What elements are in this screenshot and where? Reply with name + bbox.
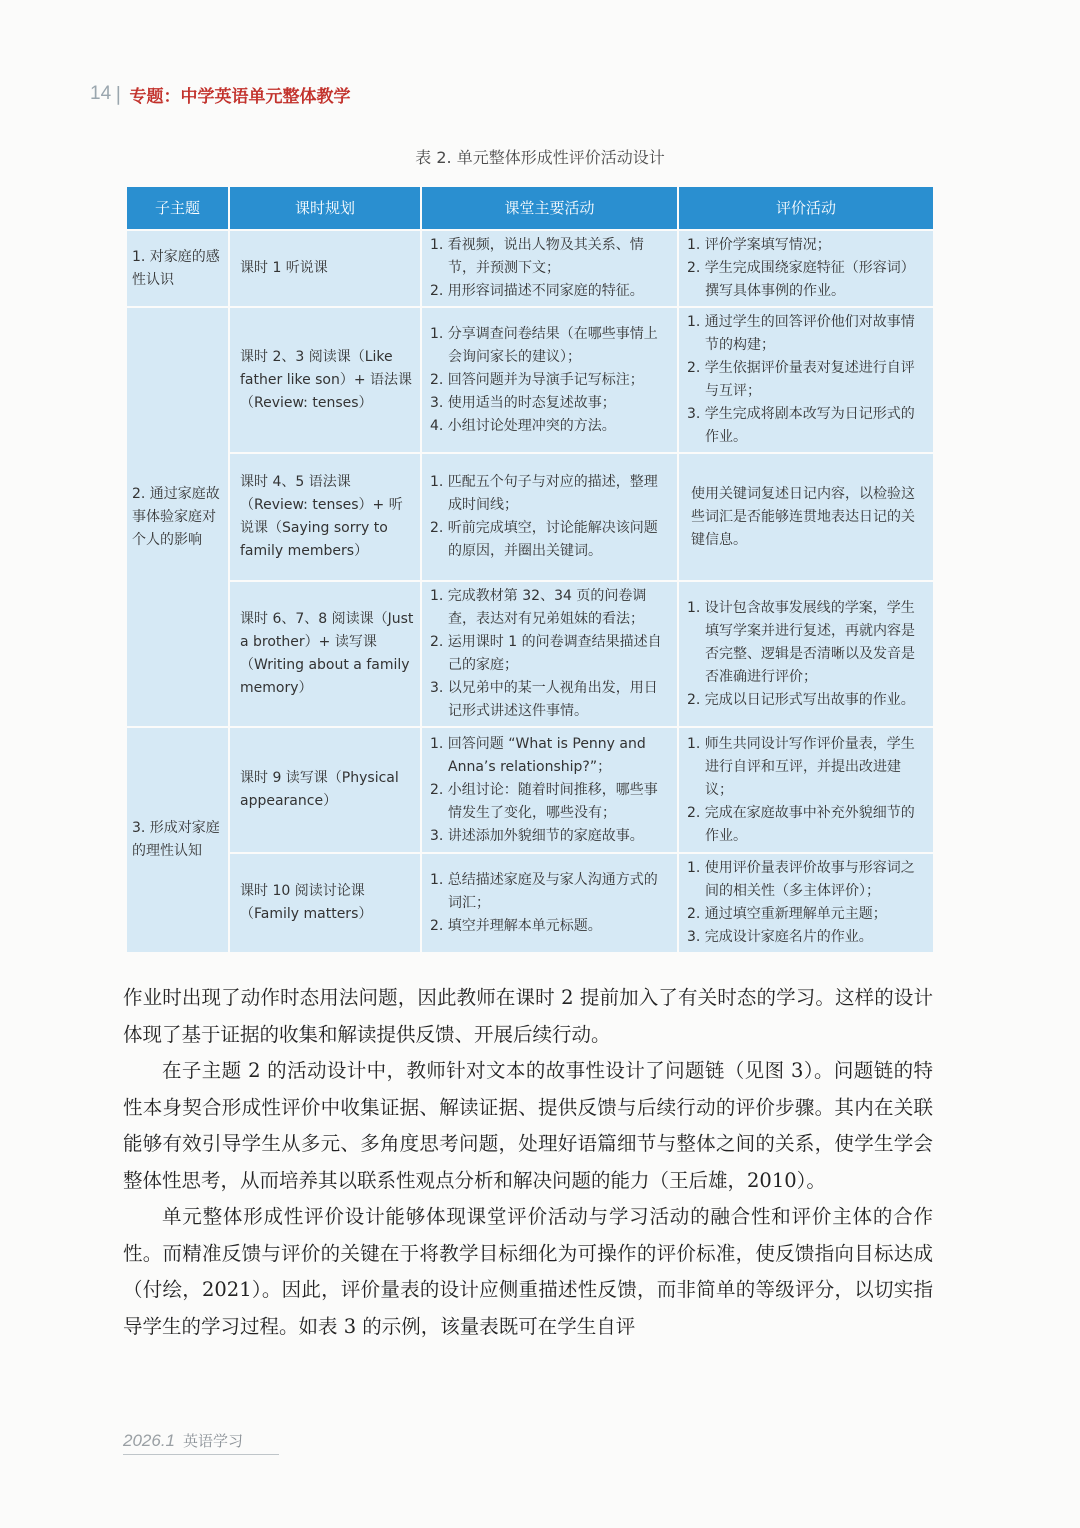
evaluation-item: 2. 完成在家庭故事中补充外貌细节的作业。 [687,804,915,844]
activities-cell [421,453,678,581]
activity-item: 3. 使用适当的时态复述故事； [430,394,616,411]
header-separator: | [115,83,122,105]
evaluation-item: 2. 学生依据评价量表对复述进行自评与互评； [687,360,915,399]
activity-item: 1. 完成教材第 32、34 页的问卷调查，表达对有兄弟姐妹的看法； [430,588,647,627]
evaluation-item: 1. 使用评价量表评价故事与形容词之间的相关性（多主体评价）； [687,860,915,899]
paragraph: 单元整体形成性评价设计能够体现课堂评价活动与学习活动的融合性和评价主体的合作性。而精准反馈与评价的关键在于将教学目标细化为可操作的评价标准，使反馈指向目标达成（付绘，2021）。因此，评价量表的设计应侧重描述性反馈，而非简单的等级评分，以切实指导学生的学习过程。如表 3 的示例，该量表既可在学生自评 [123,1205,933,1338]
evaluation-item: 1. 设计包含故事发展线的学案，学生填写学案并进行复述，再就内容是否完整、逻辑是否清晰以及发音是否准确进行评价； [687,599,915,685]
column-header-evaluation: 评价活动 [678,186,934,230]
evaluation-cell [678,453,934,581]
lesson-cell: 课时 1 听说课 [229,230,421,307]
page-footer [123,1430,279,1455]
column-header-lesson-plan: 课时规划 [229,186,421,230]
lesson-cell: 课时 6、7、8 阅读课（Just a brother）+ 读写课（Writing about a family memory） [229,581,421,727]
evaluation-item: 2. 学生完成围绕家庭特征（形容词）撰写具体事例的作业。 [687,260,915,299]
evaluation-design-table [125,185,935,954]
activity-item: 2. 用形容词描述不同家庭的特征。 [430,283,644,299]
activity-item: 3. 以兄弟中的某一人视角出发，用日记形式讲述这件事情。 [430,680,658,719]
activity-item: 1. 看视频，说出人物及其关系、情节，并预测下文； [430,237,644,276]
activities-cell [421,853,678,953]
activity-item: 2. 回答问题并为导演手记写标注； [430,371,644,388]
activity-item: 1. 回答问题 “What is Penny and Anna’s relationship?”； [430,735,646,775]
activities-cell [421,581,678,727]
evaluation-item: 2. 通过填空重新理解单元主题； [687,906,887,922]
evaluation-item: 1. 师生共同设计写作评价量表，学生进行自评和互评，并提出改进建议； [687,735,915,798]
column-header-subtopic: 子主题 [126,186,229,230]
table-row [126,581,934,727]
activity-item: 3. 讲述添加外貌细节的家庭故事。 [430,827,644,844]
lesson-cell: 课时 2、3 阅读课（Like father like son）+ 语法课（Review: tenses） [229,307,421,453]
activity-item: 1. 总结描述家庭及与家人沟通方式的词汇； [430,871,658,911]
table-caption: 表 2. 单元整体形成性评价活动设计 [415,148,665,167]
subtopic-cell: 2. 通过家庭故事体验家庭对个人的影响 [126,307,229,727]
table-row [126,230,934,307]
evaluation-cell [678,727,934,853]
evaluation-cell [678,581,934,727]
page-number: 14 [90,83,112,104]
journal-name: 英语学习 [183,1432,244,1450]
activity-item: 2. 小组讨论：随着时间推移，哪些事情发生了变化，哪些没有； [430,781,658,821]
article-body [123,980,933,1345]
evaluation-item: 3. 学生完成将剧本改写为日记形式的作业。 [687,406,915,445]
activities-cell [421,307,678,453]
activity-item: 1. 分享调查问卷结果（在哪些事情上会询问家长的建议）； [430,325,658,365]
table-header-row [126,186,934,230]
evaluation-cell [678,307,934,453]
section-title: 专题：中学英语单元整体教学 [129,86,351,107]
activity-item: 2. 听前完成填空，讨论能解决该问题的原因，并圈出关键词。 [430,520,658,559]
paragraph: 在子主题 2 的活动设计中，教师针对文本的故事性设计了问题链（见图 3）。问题链的特性本身契合形成性评价中收集证据、解读证据、提供反馈与后续行动的评价步骤。其内在关联能够有效引导学生从多元、多角度思考问题，处理好语篇细节与整体之间的关系，使学生学会整体性思考，从而培养其以联系性观点分析和解决问题的能力（王后雄，2010）。 [123,1059,933,1192]
activity-item: 2. 填空并理解本单元标题。 [430,917,602,934]
evaluation-item: 1. 评价学案填写情况； [687,237,831,253]
page-header [90,80,351,108]
subtopic-cell: 1. 对家庭的感性认识 [126,230,229,307]
table-row [126,727,934,853]
issue-number: 2026.1 [123,1431,175,1450]
table-row [126,453,934,581]
evaluation-cell [678,853,934,953]
column-header-main-activities: 课堂主要活动 [421,186,678,230]
activity-item: 4. 小组讨论处理冲突的方法。 [430,417,616,434]
evaluation-item: 2. 完成以日记形式写出故事的作业。 [687,691,915,708]
activity-item: 1. 匹配五个句子与对应的描述，整理成时间线； [430,474,658,513]
lesson-cell: 课时 10 阅读讨论课（Family matters） [229,853,421,953]
paragraph: 作业时出现了动作时态用法问题，因此教师在课时 2 提前加入了有关时态的学习。这样的设计体现了基于证据的收集和解读提供反馈、开展后续行动。 [123,986,933,1046]
activities-cell [421,230,678,307]
lesson-cell: 课时 4、5 语法课（Review: tenses）+ 听说课（Saying sorry to family members） [229,453,421,581]
evaluation-item: 1. 通过学生的回答评价他们对故事情节的构建； [687,314,915,353]
evaluation-cell [678,230,934,307]
table-row [126,853,934,953]
activity-item: 2. 运用课时 1 的问卷调查结果描述自己的家庭； [430,634,662,673]
evaluation-item: 3. 完成设计家庭名片的作业。 [687,929,873,945]
lesson-cell: 课时 9 读写课（Physical appearance） [229,727,421,853]
subtopic-cell: 3. 形成对家庭的理性认知 [126,727,229,953]
table-row [126,307,934,453]
evaluation-text: 使用关键词复述日记内容，以检验这些词汇是否能够连贯地表达日记的关键信息。 [691,485,915,548]
activities-cell [421,727,678,853]
